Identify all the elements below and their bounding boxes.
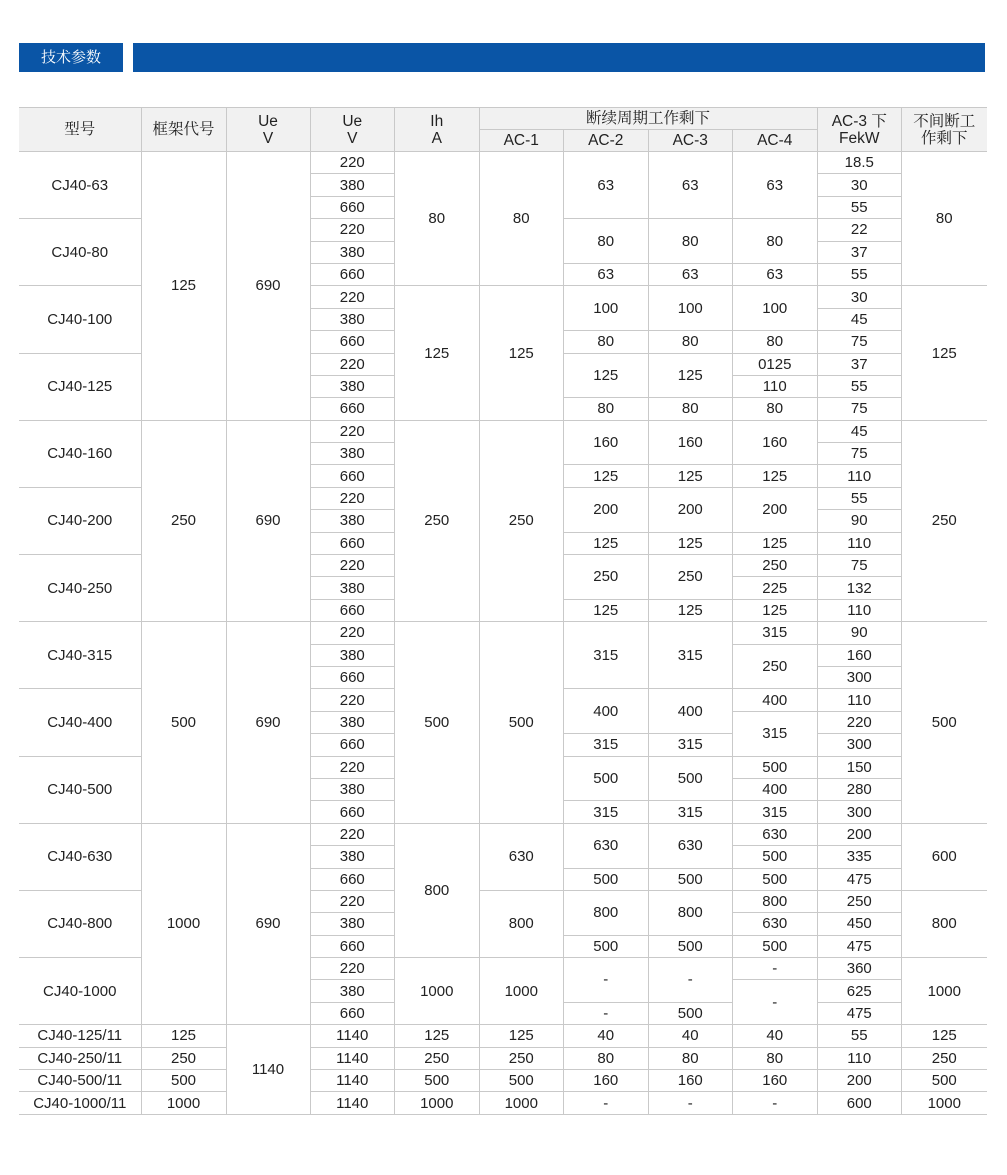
cell-ac3-power: 75 [817,555,902,577]
cell-ac2: 400 [564,689,649,734]
header-ue-rated-top: Ue [258,112,278,130]
cell-ih: 800 [395,823,480,957]
cell-ac3-power: 280 [817,778,902,800]
spec-table [19,107,987,1115]
cell-ac3-power: 37 [817,241,902,263]
cell-ac1: 1000 [479,958,564,1025]
cell-ue-working: 380 [310,980,395,1002]
cell-ac3-power: 30 [817,286,902,308]
cell-ue-working: 1140 [310,1070,395,1092]
cell-ac3-power: 55 [817,263,902,285]
cell-continuous: 1000 [902,958,987,1025]
header-ih-top: Ih [430,112,444,130]
cell-ih: 80 [395,152,480,286]
cell-ac3: 125 [648,465,733,487]
cell-ac3-power: 250 [817,890,902,912]
cell-ac3: 80 [648,331,733,353]
cell-model: CJ40-500/11 [19,1070,141,1092]
cell-ac3-power: 18.5 [817,152,902,174]
cell-ac3-power: 200 [817,1070,902,1092]
cell-ue-working: 380 [310,308,395,330]
cell-ac3: 125 [648,599,733,621]
cell-ac3: 500 [648,935,733,957]
cell-ac3-power: 450 [817,913,902,935]
cell-ih: 500 [395,622,480,824]
cell-model: CJ40-100 [19,286,141,353]
header-ue-working [310,108,395,152]
header-frame: 框架代号 [141,108,226,152]
cell-ac2: 200 [564,487,649,532]
cell-ac3-power: 75 [817,443,902,465]
cell-model: CJ40-1000/11 [19,1092,141,1114]
cell-model: CJ40-80 [19,219,141,286]
cell-ue-working: 660 [310,196,395,218]
cell-ue-working: 220 [310,353,395,375]
cell-model: CJ40-400 [19,689,141,756]
cell-ac2: 80 [564,331,649,353]
cell-ac2: 125 [564,599,649,621]
cell-ac2: 500 [564,935,649,957]
header-model: 型号 [19,108,141,152]
cell-ac4: 160 [733,420,818,465]
cell-ac1: 500 [479,1070,564,1092]
cell-ac4: 400 [733,689,818,711]
table-row [19,622,987,644]
cell-ac4: 125 [733,532,818,554]
spec-table-wrapper [19,107,985,1115]
header-ue-rated-unit: V [262,129,274,147]
cell-ac1: 800 [479,890,564,957]
cell-ac3-power: 110 [817,465,902,487]
cell-ue-working: 660 [310,868,395,890]
cell-ac4: 125 [733,599,818,621]
cell-ac2: 80 [564,219,649,264]
header-ac4: AC-4 [733,130,818,152]
cell-frame: 500 [141,622,226,824]
cell-ac2: 80 [564,1047,649,1069]
cell-ue-rated: 1140 [226,1025,310,1115]
cell-ac1: 80 [479,152,564,286]
cell-ac3-power: 110 [817,1047,902,1069]
cell-ac4: 110 [733,375,818,397]
cell-ac1: 500 [479,622,564,824]
cell-continuous: 80 [902,152,987,286]
cell-ac4: 80 [733,1047,818,1069]
cell-ac3: 40 [648,1025,733,1047]
cell-ue-working: 220 [310,487,395,509]
cell-ac2: 160 [564,420,649,465]
cell-ue-working: 380 [310,644,395,666]
section-title: 技术参数 [19,43,123,72]
cell-ac3-power: 75 [817,398,902,420]
cell-ue-working: 220 [310,420,395,442]
cell-ue-working: 220 [310,689,395,711]
cell-model: CJ40-250 [19,555,141,622]
cell-model: CJ40-630 [19,823,141,890]
cell-ih: 1000 [395,1092,480,1114]
cell-ac4: 500 [733,935,818,957]
cell-ac4: 400 [733,778,818,800]
cell-ac3: 200 [648,487,733,532]
header-ac3: AC-3 [648,130,733,152]
cell-model: CJ40-1000 [19,958,141,1025]
cell-ue-working: 220 [310,152,395,174]
cell-ac2: 100 [564,286,649,331]
cell-ac3-power: 55 [817,196,902,218]
cell-ac3-power: 30 [817,174,902,196]
cell-ih: 125 [395,1025,480,1047]
cell-ac2: 315 [564,734,649,756]
cell-ac3: 315 [648,622,733,689]
cell-ac2: 125 [564,353,649,398]
cell-ac4: - [733,1092,818,1114]
cell-ac3-power: 475 [817,868,902,890]
cell-ac3: 315 [648,801,733,823]
cell-ac4: 250 [733,644,818,689]
cell-ac3-power: 200 [817,823,902,845]
header-continuous [902,108,987,152]
cell-continuous: 1000 [902,1092,987,1114]
cell-ac3-power: 110 [817,532,902,554]
cell-ac2: 63 [564,152,649,219]
cell-ac3-power: 160 [817,644,902,666]
cell-continuous: 500 [902,622,987,824]
header-ih [395,108,480,152]
cell-ue-working: 660 [310,532,395,554]
cell-ac3: 160 [648,420,733,465]
cell-continuous: 125 [902,1025,987,1047]
cell-model: CJ40-250/11 [19,1047,141,1069]
cell-ac2: - [564,1092,649,1114]
cell-ac3-power: 220 [817,711,902,733]
cell-ac2: 500 [564,756,649,801]
header-continuous-bot: 作剩下 [921,129,968,147]
cell-ac4: - [733,980,818,1025]
cell-ue-working: 660 [310,1002,395,1024]
cell-ac1: 125 [479,1025,564,1047]
cell-ac4: 225 [733,577,818,599]
cell-ue-working: 220 [310,958,395,980]
table-row [19,152,987,174]
table-row [19,1047,987,1069]
cell-ac3: 400 [648,689,733,734]
cell-continuous: 600 [902,823,987,890]
cell-continuous: 125 [902,286,987,420]
cell-ue-working: 380 [310,913,395,935]
cell-ac3: 63 [648,152,733,219]
cell-ac3-power: 600 [817,1092,902,1114]
cell-frame: 1000 [141,1092,226,1114]
cell-ac1: 250 [479,1047,564,1069]
cell-ac3: 125 [648,353,733,398]
cell-ac3-power: 22 [817,219,902,241]
cell-ue-working: 660 [310,398,395,420]
cell-ac3-power: 110 [817,599,902,621]
cell-ih: 1000 [395,958,480,1025]
table-body [19,152,987,1115]
cell-ue-working: 220 [310,890,395,912]
cell-ac1: 1000 [479,1092,564,1114]
cell-ac2: 800 [564,890,649,935]
header-ac1: AC-1 [479,130,564,152]
cell-ue-working: 660 [310,666,395,688]
cell-ac4: 250 [733,555,818,577]
header-ue-working-unit: V [347,129,358,147]
cell-ac4: 80 [733,219,818,264]
cell-ac2: 160 [564,1070,649,1092]
cell-ue-rated: 690 [226,823,310,1025]
cell-ac3-power: 475 [817,935,902,957]
cell-ac2: 500 [564,868,649,890]
cell-ac3-power: 45 [817,308,902,330]
cell-ac3-power: 475 [817,1002,902,1024]
cell-ue-rated: 690 [226,420,310,622]
cell-ac3-power: 90 [817,510,902,532]
cell-ue-rated: 690 [226,622,310,824]
cell-ac3-power: 55 [817,1025,902,1047]
cell-ue-working: 660 [310,331,395,353]
cell-ac4: 315 [733,801,818,823]
cell-ac4: 630 [733,823,818,845]
cell-model: CJ40-500 [19,756,141,823]
cell-ue-working: 220 [310,823,395,845]
cell-ac3-power: 335 [817,846,902,868]
cell-ac3: 800 [648,890,733,935]
cell-ac2: 250 [564,555,649,600]
table-row [19,1025,987,1047]
cell-ac3: 80 [648,219,733,264]
cell-ac4: 630 [733,913,818,935]
cell-ac2: - [564,1002,649,1024]
cell-frame: 250 [141,420,226,622]
cell-ih: 250 [395,1047,480,1069]
cell-ac3: 125 [648,532,733,554]
cell-ac4: 125 [733,465,818,487]
table-row [19,823,987,845]
cell-model: CJ40-63 [19,152,141,219]
cell-ac4: 160 [733,1070,818,1092]
cell-ue-working: 380 [310,846,395,868]
cell-ac1: 125 [479,286,564,420]
cell-ih: 500 [395,1070,480,1092]
header-ac3-power-top: AC-3 下 [831,112,887,130]
cell-ac2: 63 [564,263,649,285]
cell-ac3-power: 37 [817,353,902,375]
cell-ac4: 315 [733,711,818,756]
cell-ue-working: 660 [310,263,395,285]
table-row [19,1070,987,1092]
cell-ac3-power: 300 [817,734,902,756]
cell-ac3: 80 [648,398,733,420]
cell-ue-working: 1140 [310,1047,395,1069]
cell-ac3: 250 [648,555,733,600]
cell-model: CJ40-800 [19,890,141,957]
cell-ue-rated: 690 [226,152,310,421]
cell-ac3-power: 360 [817,958,902,980]
cell-ac3-power: 625 [817,980,902,1002]
cell-ue-working: 660 [310,734,395,756]
cell-continuous: 250 [902,1047,987,1069]
cell-model: CJ40-200 [19,487,141,554]
cell-ac4: 63 [733,263,818,285]
header-ih-unit: A [431,129,442,147]
cell-ue-working: 1140 [310,1025,395,1047]
cell-ue-working: 380 [310,241,395,263]
header-ue-working-top: Ue [342,112,363,130]
cell-ac3-power: 300 [817,666,902,688]
header-ac3-power [817,108,902,152]
cell-ue-working: 660 [310,801,395,823]
cell-ac4: 63 [733,152,818,219]
cell-frame: 250 [141,1047,226,1069]
cell-ac3-power: 90 [817,622,902,644]
cell-model: CJ40-125/11 [19,1025,141,1047]
cell-ue-working: 220 [310,555,395,577]
cell-ac2: 315 [564,801,649,823]
cell-ac2: 315 [564,622,649,689]
cell-ac4: 80 [733,331,818,353]
table-row [19,420,987,442]
cell-ac4: 500 [733,846,818,868]
cell-ac3: 630 [648,823,733,868]
header-intermittent-group: 断续周期工作剩下 [479,108,817,130]
cell-ue-working: 660 [310,599,395,621]
cell-continuous: 500 [902,1070,987,1092]
cell-ac2: 80 [564,398,649,420]
cell-ac3: 315 [648,734,733,756]
cell-ac3-power: 110 [817,689,902,711]
header-ac2: AC-2 [564,130,649,152]
cell-ac3-power: 75 [817,331,902,353]
cell-ue-working: 220 [310,622,395,644]
cell-ac4: 315 [733,622,818,644]
cell-ac3: 100 [648,286,733,331]
cell-ac4: 500 [733,756,818,778]
cell-ac2: 40 [564,1025,649,1047]
cell-ue-working: 380 [310,443,395,465]
cell-model: CJ40-315 [19,622,141,689]
cell-ac4: 40 [733,1025,818,1047]
cell-ue-working: 660 [310,935,395,957]
cell-ac3: 160 [648,1070,733,1092]
cell-frame: 500 [141,1070,226,1092]
header-ue-rated [226,108,310,152]
cell-model: CJ40-125 [19,353,141,420]
cell-ue-working: 380 [310,174,395,196]
cell-ac4: 0125 [733,353,818,375]
cell-ac3: 500 [648,756,733,801]
cell-ac3-power: 45 [817,420,902,442]
cell-ac2: 630 [564,823,649,868]
cell-ac3-power: 132 [817,577,902,599]
cell-ac1: 250 [479,420,564,622]
cell-ac2: 125 [564,532,649,554]
cell-ac4: 500 [733,868,818,890]
cell-ih: 125 [395,286,480,420]
cell-ue-working: 380 [310,375,395,397]
cell-ac3: - [648,958,733,1003]
cell-ac2: 125 [564,465,649,487]
cell-frame: 125 [141,152,226,421]
cell-ue-working: 220 [310,219,395,241]
cell-ac1: 630 [479,823,564,890]
cell-ue-working: 380 [310,711,395,733]
cell-ac3: 500 [648,868,733,890]
cell-ue-working: 380 [310,510,395,532]
cell-ac3-power: 150 [817,756,902,778]
cell-continuous: 800 [902,890,987,957]
cell-ac3-power: 300 [817,801,902,823]
header-continuous-top: 不间断工 [913,112,976,130]
cell-ac3: 63 [648,263,733,285]
cell-ue-working: 220 [310,286,395,308]
header-ac3-power-unit: FekW [839,129,880,147]
cell-ac4: 200 [733,487,818,532]
cell-frame: 1000 [141,823,226,1025]
cell-continuous: 250 [902,420,987,622]
cell-frame: 125 [141,1025,226,1047]
cell-ac4: 80 [733,398,818,420]
cell-ac3: - [648,1092,733,1114]
cell-ue-working: 220 [310,756,395,778]
section-banner [19,43,985,72]
cell-ac3: 500 [648,1002,733,1024]
cell-ac2: - [564,958,649,1003]
cell-ac4: - [733,958,818,980]
cell-ue-working: 380 [310,778,395,800]
cell-ue-working: 380 [310,577,395,599]
cell-ac4: 800 [733,890,818,912]
cell-ac3-power: 55 [817,487,902,509]
cell-ac4: 100 [733,286,818,331]
cell-ue-working: 1140 [310,1092,395,1114]
cell-ue-working: 660 [310,465,395,487]
cell-model: CJ40-160 [19,420,141,487]
cell-ac3-power: 55 [817,375,902,397]
table-row [19,1092,987,1114]
banner-bar [133,43,985,72]
cell-ih: 250 [395,420,480,622]
cell-ac3: 80 [648,1047,733,1069]
